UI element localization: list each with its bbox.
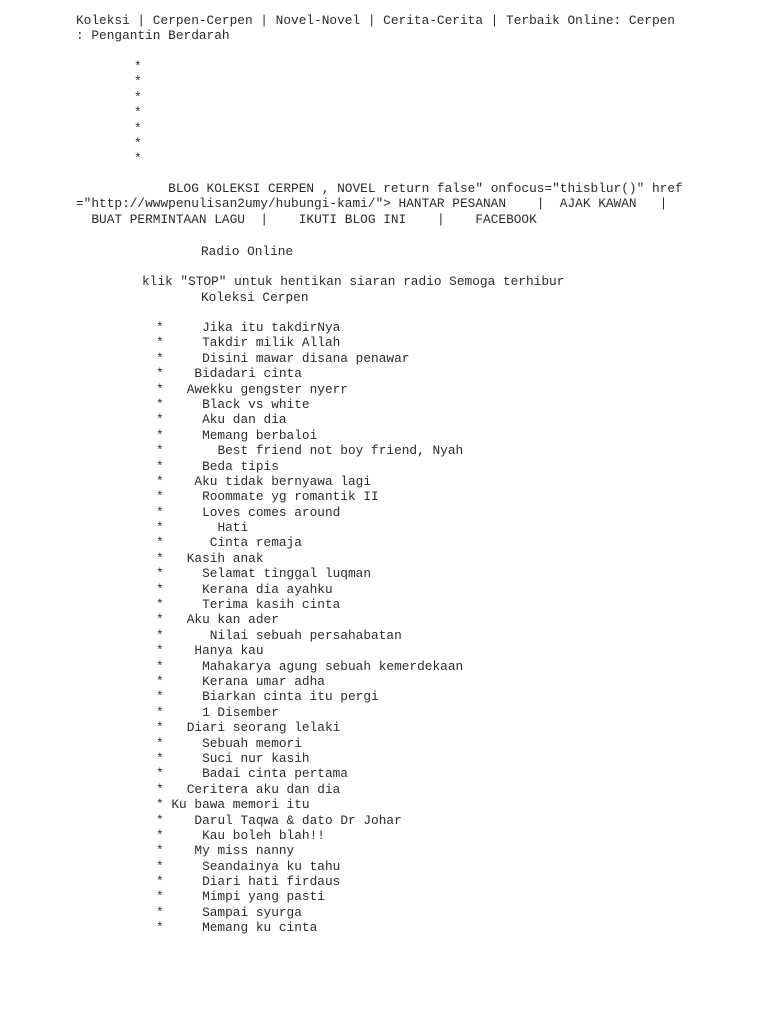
cerpen-link[interactable]: Nilai sebuah persahabatan	[209, 627, 402, 643]
list-bullet: *	[156, 627, 210, 643]
page-title-line-2: : Pengantin Berdarah	[76, 28, 230, 44]
list-item	[156, 443, 463, 458]
cerpen-link[interactable]: Diari seorang lelaki	[186, 720, 341, 736]
list-item	[156, 582, 463, 597]
cerpen-link[interactable]: Ceritera aku dan dia	[186, 781, 341, 797]
list-bullet: *	[156, 843, 195, 859]
list-bullet: *	[156, 766, 203, 782]
list-item	[156, 551, 463, 566]
list-bullet: *	[156, 566, 203, 582]
cerpen-link[interactable]: Hati	[217, 520, 249, 536]
star-bullet: *	[134, 59, 142, 74]
cerpen-link[interactable]: Darul Taqwa & dato Dr Johar	[194, 812, 402, 828]
facebook-link[interactable]: FACEBOOK	[475, 211, 537, 227]
list-item	[156, 505, 463, 520]
cerpen-link[interactable]: Black vs white	[202, 396, 310, 412]
list-item	[156, 628, 463, 643]
cerpen-link[interactable]: My miss nanny	[194, 843, 295, 859]
list-bullet: *	[156, 704, 203, 720]
list-bullet: *	[156, 612, 187, 628]
cerpen-link[interactable]: Takdir milik Allah	[202, 335, 341, 351]
list-item	[156, 382, 463, 397]
list-bullet: *	[156, 812, 195, 828]
cerpen-link[interactable]: Aku tidak bernyawa lagi	[194, 473, 372, 489]
list-bullet: *	[156, 735, 203, 751]
list-bullet: *	[156, 520, 218, 536]
cerpen-link[interactable]: Bidadari cinta	[194, 366, 302, 382]
list-bullet: *	[156, 412, 203, 428]
cerpen-link[interactable]: Hanya kau	[194, 643, 264, 659]
list-bullet: *	[156, 504, 203, 520]
cerpen-link[interactable]: Selamat tinggal luqman	[202, 566, 372, 582]
list-bullet: *	[156, 597, 203, 613]
cerpen-link[interactable]: Ku bawa memori itu	[171, 797, 310, 813]
list-bullet: *	[156, 781, 187, 797]
list-item	[156, 335, 463, 350]
list-bullet: *	[156, 889, 203, 905]
cerpen-link[interactable]: Loves comes around	[202, 504, 341, 520]
nav-separator: |	[260, 211, 268, 227]
cerpen-link[interactable]: Kasih anak	[186, 550, 264, 566]
radio-title: Radio Online	[201, 244, 294, 259]
cerpen-link[interactable]: Memang berbaloi	[202, 427, 318, 443]
blog-heading-line-2[interactable]: ="http://wwwpenulisan2umy/hubungi-kami/"> HANTAR PESANAN | AJAK KAWAN |	[76, 196, 668, 212]
star-bullet: *	[134, 120, 142, 136]
star-bullet: *	[134, 74, 142, 90]
cerpen-link[interactable]: Mahakarya agung sebuah kemerdekaan	[202, 658, 464, 674]
nav-separator: |	[436, 211, 445, 227]
cerpen-link[interactable]: Diari hati firdaus	[202, 874, 341, 890]
list-item	[156, 612, 463, 627]
list-bullet: *	[156, 673, 203, 689]
list-bullet: *	[156, 581, 203, 597]
list-item	[156, 736, 463, 751]
cerpen-link[interactable]: Sampai syurga	[202, 904, 302, 920]
list-bullet: *	[156, 858, 203, 874]
list-item	[156, 412, 463, 427]
star-bullet: *	[134, 136, 142, 152]
blog-nav-block	[76, 181, 683, 227]
follow-blog-link[interactable]: IKUTI BLOG INI	[298, 211, 407, 227]
list-bullet: *	[156, 689, 203, 705]
cerpen-link[interactable]: Suci nur kasih	[202, 750, 310, 766]
list-item	[156, 520, 463, 535]
list-bullet: *	[156, 350, 203, 366]
list-item	[156, 705, 463, 720]
cerpen-link[interactable]: Sebuah memori	[202, 735, 302, 751]
cerpen-link[interactable]: Biarkan cinta itu pergi	[202, 689, 379, 705]
list-item	[156, 920, 463, 935]
list-bullet: *	[156, 797, 172, 813]
blog-heading-line-1: BLOG KOLEKSI CERPEN , NOVEL return false" onfocus="thisblur()" href	[168, 181, 683, 196]
page-header	[76, 13, 675, 44]
list-item	[156, 720, 463, 735]
list-item	[156, 797, 463, 812]
list-bullet: *	[156, 335, 203, 351]
list-bullet: *	[156, 396, 203, 412]
list-bullet: *	[156, 720, 187, 736]
list-item	[156, 351, 463, 366]
list-item	[156, 751, 463, 766]
list-bullet: *	[156, 750, 203, 766]
list-item	[156, 489, 463, 504]
list-bullet: *	[156, 381, 187, 397]
list-item	[156, 474, 463, 489]
list-item	[156, 397, 463, 412]
list-bullet: *	[156, 443, 218, 459]
cerpen-link[interactable]: Roommate yg romantik II	[202, 489, 379, 505]
list-item	[156, 597, 463, 612]
list-item	[156, 828, 463, 843]
page-title-line-1: Koleksi | Cerpen-Cerpen | Novel-Novel | Cerita-Cerita | Terbaik Online: Cerpen	[76, 13, 675, 28]
star-bullet: *	[134, 151, 142, 167]
list-item	[156, 782, 463, 797]
cerpen-list	[156, 320, 463, 936]
cerpen-link[interactable]: Mimpi yang pasti	[202, 889, 325, 905]
cerpen-link[interactable]: Terima kasih cinta	[202, 597, 341, 613]
list-bullet: *	[156, 550, 187, 566]
list-bullet: *	[156, 366, 195, 382]
cerpen-link[interactable]: Seandainya ku tahu	[202, 858, 341, 874]
list-item	[156, 859, 463, 874]
star-bullet: *	[134, 105, 142, 121]
list-item	[156, 566, 463, 581]
list-bullet: *	[156, 920, 203, 936]
radio-note: klik "STOP" untuk hentikan siaran radio Semoga terhibur	[142, 274, 565, 289]
list-item	[156, 643, 463, 658]
list-item	[156, 674, 463, 689]
cerpen-link[interactable]: Cinta remaja	[209, 535, 302, 551]
cerpen-link[interactable]: Best friend not boy friend, Nyah	[217, 443, 464, 459]
list-bullet: *	[156, 320, 203, 335]
list-item	[156, 766, 463, 781]
cerpen-link[interactable]: Memang ku cinta	[202, 920, 318, 936]
list-item	[156, 689, 463, 704]
cerpen-link[interactable]: Kerana umar adha	[202, 673, 325, 689]
cerpen-link[interactable]: 1 Disember	[202, 704, 279, 720]
list-item	[156, 366, 463, 381]
list-bullet: *	[156, 427, 203, 443]
list-bullet: *	[156, 827, 203, 843]
koleksi-title: Koleksi Cerpen	[201, 290, 309, 305]
list-bullet: *	[156, 658, 203, 674]
star-list	[134, 59, 142, 167]
list-bullet: *	[156, 535, 210, 551]
list-item	[156, 889, 463, 904]
list-bullet: *	[156, 643, 195, 659]
cerpen-link[interactable]: Kerana dia ayahku	[202, 581, 333, 597]
cerpen-link[interactable]: Badai cinta pertama	[202, 766, 348, 782]
cerpen-link[interactable]: Aku dan dia	[202, 412, 287, 428]
list-item	[156, 535, 463, 550]
cerpen-link[interactable]: Beda tipis	[202, 458, 279, 474]
list-item	[156, 659, 463, 674]
list-bullet: *	[156, 874, 203, 890]
list-item	[156, 813, 463, 828]
list-item	[156, 843, 463, 858]
list-bullet: *	[156, 489, 203, 505]
list-item	[156, 428, 463, 443]
list-bullet: *	[156, 473, 195, 489]
list-bullet: *	[156, 904, 203, 920]
list-item	[156, 320, 463, 335]
cerpen-link[interactable]: Disini mawar disana penawar	[202, 350, 410, 366]
cerpen-link[interactable]: Jika itu takdirNya	[202, 320, 341, 335]
list-item	[156, 905, 463, 920]
list-item	[156, 459, 463, 474]
cerpen-link[interactable]: Aku kan ader	[186, 612, 279, 628]
cerpen-link[interactable]: Awekku gengster nyerr	[186, 381, 348, 397]
request-song-link[interactable]: BUAT PERMINTAAN LAGU	[91, 211, 245, 227]
cerpen-link[interactable]: Kau boleh blah!!	[202, 827, 325, 843]
star-bullet: *	[134, 89, 142, 105]
list-item	[156, 874, 463, 889]
list-bullet: *	[156, 458, 203, 474]
